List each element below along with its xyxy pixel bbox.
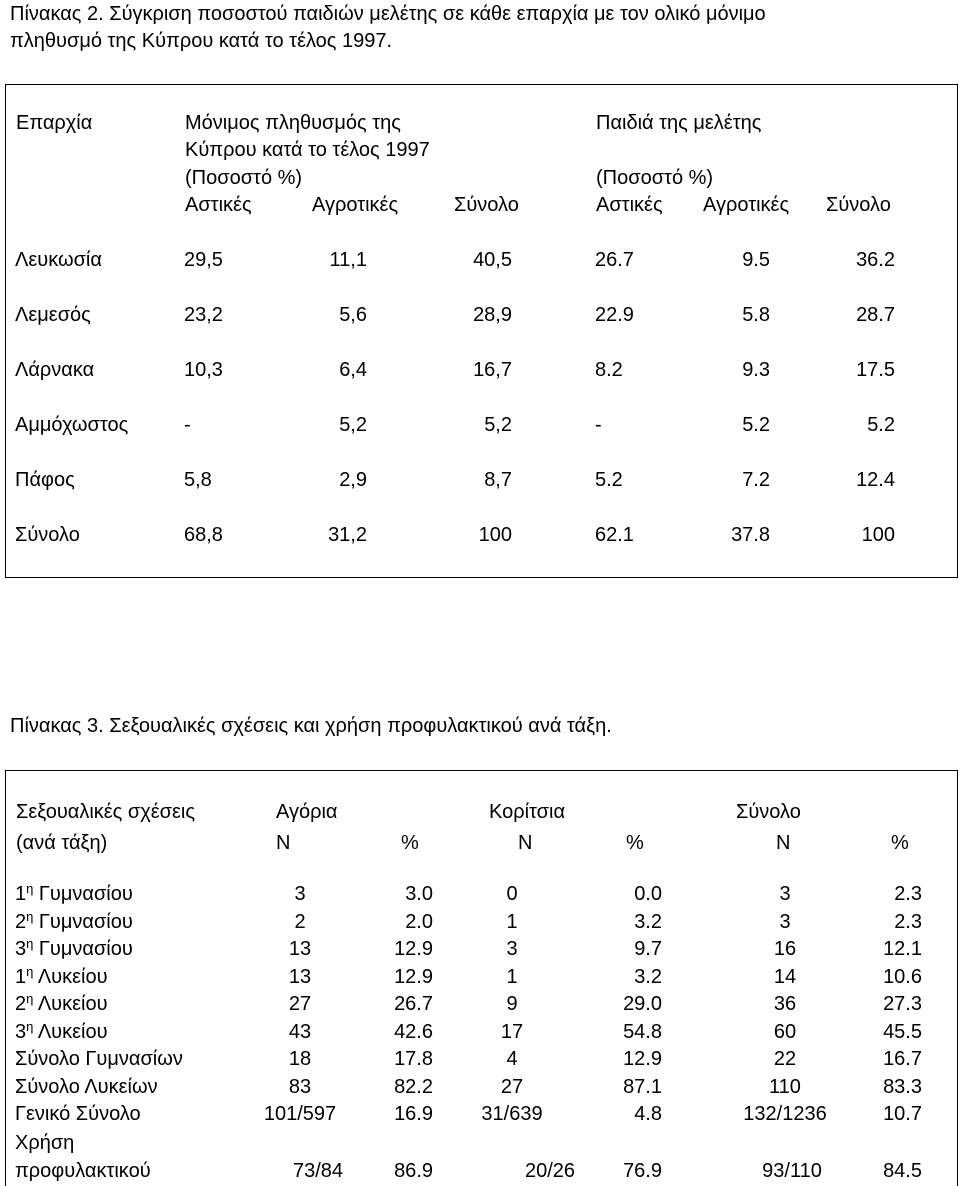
table3-cell-b-n: 13 — [288, 966, 312, 988]
table3-header-boys-pct: % — [401, 832, 419, 854]
table3-row-grade-number: 3 — [15, 938, 27, 960]
table2-cell-p-rural: 2,9 — [339, 469, 367, 491]
table2-frame — [5, 84, 958, 578]
table3-cell-g-p: 12.9 — [623, 1048, 662, 1070]
table3-row-grade-number: 1 — [15, 966, 27, 988]
table3-cell-g-p: 4.8 — [634, 1103, 662, 1125]
table3-cell-t-p: 10.7 — [883, 1103, 922, 1125]
table3-header-boys: Αγόρια — [276, 801, 338, 823]
table3-cell-g-p: 54.8 — [623, 1021, 662, 1043]
table3-row-label — [15, 1049, 183, 1069]
table2-cell-k-urban: 5.2 — [595, 469, 623, 491]
table3-header-total-pct: % — [891, 832, 909, 854]
table2-header-kids-total: Σύνολο — [826, 194, 891, 216]
table3-cell-b-p: 17.8 — [394, 1048, 433, 1070]
table2-cell-k-rural: 5.8 — [742, 304, 770, 326]
table3-cell-t-n: 3 — [779, 883, 791, 905]
table3-cell-g-n: 1 — [506, 966, 518, 988]
table2-header-kids-rural: Αγροτικές — [703, 194, 790, 216]
table3-cell-t-n: 110 — [769, 1076, 801, 1098]
table3-cell-t-n: 16 — [773, 938, 797, 960]
table3-cell-t-p: 2.3 — [894, 911, 922, 933]
table2-cell-k-total: 36.2 — [856, 249, 895, 271]
table3-cell-g-p: 76.9 — [623, 1160, 662, 1182]
table3-cell-b-n: 101/597 — [263, 1103, 337, 1125]
table3-row-label-text: Γενικό Σύνολο — [15, 1103, 141, 1125]
table2-row-label: Λάρνακα — [15, 359, 95, 381]
table3-header-col1-line2: (ανά τάξη) — [16, 832, 108, 854]
table3-cell-g-n: 3 — [506, 938, 518, 960]
table2-cell-p-rural: 6,4 — [339, 359, 367, 381]
table3-cell-t-n: 93/110 — [762, 1160, 822, 1182]
table3-row-label — [15, 1019, 108, 1043]
table3-cell-t-p: 10.6 — [883, 966, 922, 988]
table3-cell-b-n: 43 — [288, 1021, 312, 1043]
table2-cell-p-rural: 31,2 — [328, 524, 367, 546]
table2-cell-p-total: 28,9 — [473, 304, 512, 326]
table3-cell-g-n: 31/639 — [481, 1103, 543, 1125]
table2-header-kids-line1: Παιδιά της μελέτης — [596, 112, 762, 134]
table3-row-label-text: Γυμνασίου — [33, 938, 133, 960]
table3-cell-b-p: 12.9 — [394, 938, 433, 960]
table3-cell-g-p: 0.0 — [634, 883, 662, 905]
table2-cell-k-urban: - — [595, 414, 602, 436]
table3-row-label — [15, 881, 133, 905]
table2-caption-line2: πληθυσμό της Κύπρου κατά το τέλος 1997. — [10, 30, 393, 52]
table2-header-pop-urban: Αστικές — [185, 194, 252, 216]
table2-header-district: Επαρχία — [16, 112, 93, 134]
table3-cell-t-p: 16.7 — [883, 1048, 922, 1070]
table3-row-grade-number: 3 — [15, 1021, 27, 1043]
table3-header-girls-pct: % — [626, 832, 644, 854]
table3-row-grade-superscript: η — [26, 909, 34, 924]
table2-header-pop-total: Σύνολο — [454, 194, 519, 216]
table2-cell-k-urban: 8.2 — [595, 359, 623, 381]
table2-cell-k-total: 100 — [861, 524, 895, 546]
table3-row-label-text: Σύνολο Γυμνασίων — [15, 1048, 183, 1070]
table2-cell-p-urban: - — [184, 414, 191, 436]
table3-row-label-text: Λυκείου — [33, 1021, 108, 1043]
table3-cell-g-n: 20/26 — [524, 1160, 576, 1182]
table3-row-grade-number: 2 — [15, 993, 27, 1015]
table2-cell-k-rural: 9.3 — [742, 359, 770, 381]
table3-cell-b-n: 27 — [288, 993, 312, 1015]
table2-cell-p-rural: 11,1 — [329, 249, 367, 271]
table3-cell-b-p: 12.9 — [394, 966, 433, 988]
table3-cell-b-n: 13 — [288, 938, 312, 960]
table2-cell-p-total: 8,7 — [484, 469, 512, 491]
table2-header-kids-urban: Αστικές — [596, 194, 663, 216]
table3-cell-g-n: 0 — [506, 883, 518, 905]
table2-cell-k-urban: 22.9 — [595, 304, 634, 326]
table3-cell-t-p: 27.3 — [883, 993, 922, 1015]
table3-cell-t-p: 84.5 — [883, 1160, 922, 1182]
table3-cell-t-p: 2.3 — [894, 883, 922, 905]
table3-cell-t-n: 14 — [773, 966, 797, 988]
table3-row-label — [15, 991, 108, 1015]
table3-cell-g-n: 1 — [506, 911, 518, 933]
table2-cell-k-total: 12.4 — [856, 469, 895, 491]
table3-cell-t-n: 60 — [773, 1021, 797, 1043]
table3-row-label — [15, 1104, 141, 1124]
table3-caption: Πίνακας 3. Σεξουαλικές σχέσεις και χρήση προφυλακτικού ανά τάξη. — [10, 715, 612, 737]
table3-row-label-text: Γυμνασίου — [33, 911, 133, 933]
table2-header-pop-line3: (Ποσοστό %) — [185, 167, 303, 189]
table3-cell-g-n: 4 — [506, 1048, 518, 1070]
table2-cell-k-rural: 5.2 — [742, 414, 770, 436]
table3-row-label-text: Λυκείου — [33, 993, 108, 1015]
table3-header-girls: Κορίτσια — [489, 801, 566, 823]
table3-row-label — [15, 909, 133, 933]
table3-row-label — [15, 936, 133, 960]
table2-cell-p-urban: 10,3 — [184, 359, 223, 381]
table3-header-col1-line1: Σεξουαλικές σχέσεις — [16, 801, 195, 823]
table3-row-grade-superscript: η — [26, 991, 34, 1006]
table2-cell-p-urban: 23,2 — [184, 304, 223, 326]
table2-cell-p-total: 5,2 — [484, 414, 512, 436]
table2-cell-p-rural: 5,2 — [339, 414, 367, 436]
table2-cell-k-urban: 62.1 — [595, 524, 634, 546]
table3-row-grade-number: 2 — [15, 911, 27, 933]
table3-cell-t-p: 45.5 — [883, 1021, 922, 1043]
table3-cell-g-n: 17 — [500, 1021, 524, 1043]
table3-cell-g-p: 87.1 — [623, 1076, 662, 1098]
table3-header-total-n: Ν — [776, 832, 791, 854]
table2-row-label: Αμμόχωστος — [15, 414, 129, 436]
table3-cell-b-n: 18 — [288, 1048, 312, 1070]
table2-cell-k-urban: 26.7 — [595, 249, 634, 271]
table2-header-pop-line2: Κύπρου κατά το τέλος 1997 — [185, 139, 430, 161]
table3-cell-t-n: 132/1236 — [743, 1103, 827, 1125]
table2-cell-k-rural: 7.2 — [742, 469, 770, 491]
table3-cell-b-n: 83 — [288, 1076, 312, 1098]
table2-row-label: Λευκωσία — [15, 249, 102, 271]
table3-cell-t-n: 22 — [773, 1048, 797, 1070]
table3-cell-t-p: 83.3 — [883, 1076, 922, 1098]
table2-cell-k-total: 5.2 — [867, 414, 895, 436]
table3-condom-label-line1: Χρήση — [15, 1132, 75, 1154]
table2-cell-k-rural: 37.8 — [731, 524, 770, 546]
table3-header-boys-n: Ν — [276, 832, 291, 854]
table3-row-grade-superscript: η — [26, 1019, 34, 1034]
table3-row-label-text: Σύνολο Λυκείων — [15, 1076, 158, 1098]
table2-header-pop-rural: Αγροτικές — [312, 194, 399, 216]
table3-cell-g-p: 3.2 — [634, 911, 662, 933]
table2-cell-p-urban: 68,8 — [184, 524, 223, 546]
table2-cell-k-total: 17.5 — [856, 359, 895, 381]
table3-cell-t-n: 3 — [779, 911, 791, 933]
table3-cell-g-p: 3.2 — [634, 966, 662, 988]
table3-header-total: Σύνολο — [736, 801, 801, 823]
table2-cell-p-total: 16,7 — [473, 359, 512, 381]
table2-row-label: Πάφος — [15, 469, 75, 491]
table2-header-pop-line1: Μόνιμος πληθυσμός της — [185, 112, 401, 134]
table3-cell-b-n: 3 — [294, 883, 306, 905]
table3-row-label — [15, 964, 108, 988]
table3-row-grade-superscript: η — [26, 964, 34, 979]
table2-cell-p-rural: 5,6 — [339, 304, 367, 326]
table3-cell-b-p: 42.6 — [394, 1021, 433, 1043]
table3-row-grade-number: 1 — [15, 883, 27, 905]
table2-cell-p-urban: 29,5 — [184, 249, 223, 271]
table2-cell-p-urban: 5,8 — [184, 469, 212, 491]
table2-row-label: Σύνολο — [15, 524, 80, 546]
table3-cell-b-n: 2 — [294, 911, 306, 933]
table2-caption-line1: Πίνακας 2. Σύγκριση ποσοστού παιδιών μελέτης σε κάθε επαρχία με τον ολικό μόνιμο — [10, 3, 766, 25]
table2-header-kids-line3: (Ποσοστό %) — [596, 167, 714, 189]
table2-cell-p-total: 40,5 — [473, 249, 512, 271]
table3-row-label — [15, 1077, 158, 1097]
table3-cell-b-p: 82.2 — [394, 1076, 433, 1098]
table3-row-grade-superscript: η — [26, 936, 34, 951]
table3-header-girls-n: Ν — [518, 832, 533, 854]
table3-row-label-text: Γυμνασίου — [33, 883, 133, 905]
table2-cell-k-rural: 9.5 — [742, 249, 770, 271]
table3-cell-b-n: 73/84 — [292, 1160, 344, 1182]
table3-cell-g-n: 27 — [500, 1076, 524, 1098]
table3-row-grade-superscript: η — [26, 881, 34, 896]
table3-cell-b-p: 3.0 — [405, 883, 433, 905]
table3-cell-b-p: 26.7 — [394, 993, 433, 1015]
table2-row-label: Λεμεσός — [15, 304, 91, 326]
table3-cell-g-p: 29.0 — [623, 993, 662, 1015]
table3-cell-b-p: 16.9 — [394, 1103, 433, 1125]
table3-cell-b-p: 2.0 — [405, 911, 433, 933]
table2-cell-p-total: 100 — [478, 524, 512, 546]
table3-condom-label-line2: προφυλακτικού — [15, 1160, 151, 1182]
table3-row-label-text: Λυκείου — [33, 966, 108, 988]
table3-cell-b-p: 86.9 — [394, 1160, 433, 1182]
table3-cell-g-p: 9.7 — [634, 938, 662, 960]
table3-cell-t-n: 36 — [773, 993, 797, 1015]
table2-cell-k-total: 28.7 — [856, 304, 895, 326]
table3-cell-g-n: 9 — [506, 993, 518, 1015]
table3-cell-t-p: 12.1 — [883, 938, 922, 960]
